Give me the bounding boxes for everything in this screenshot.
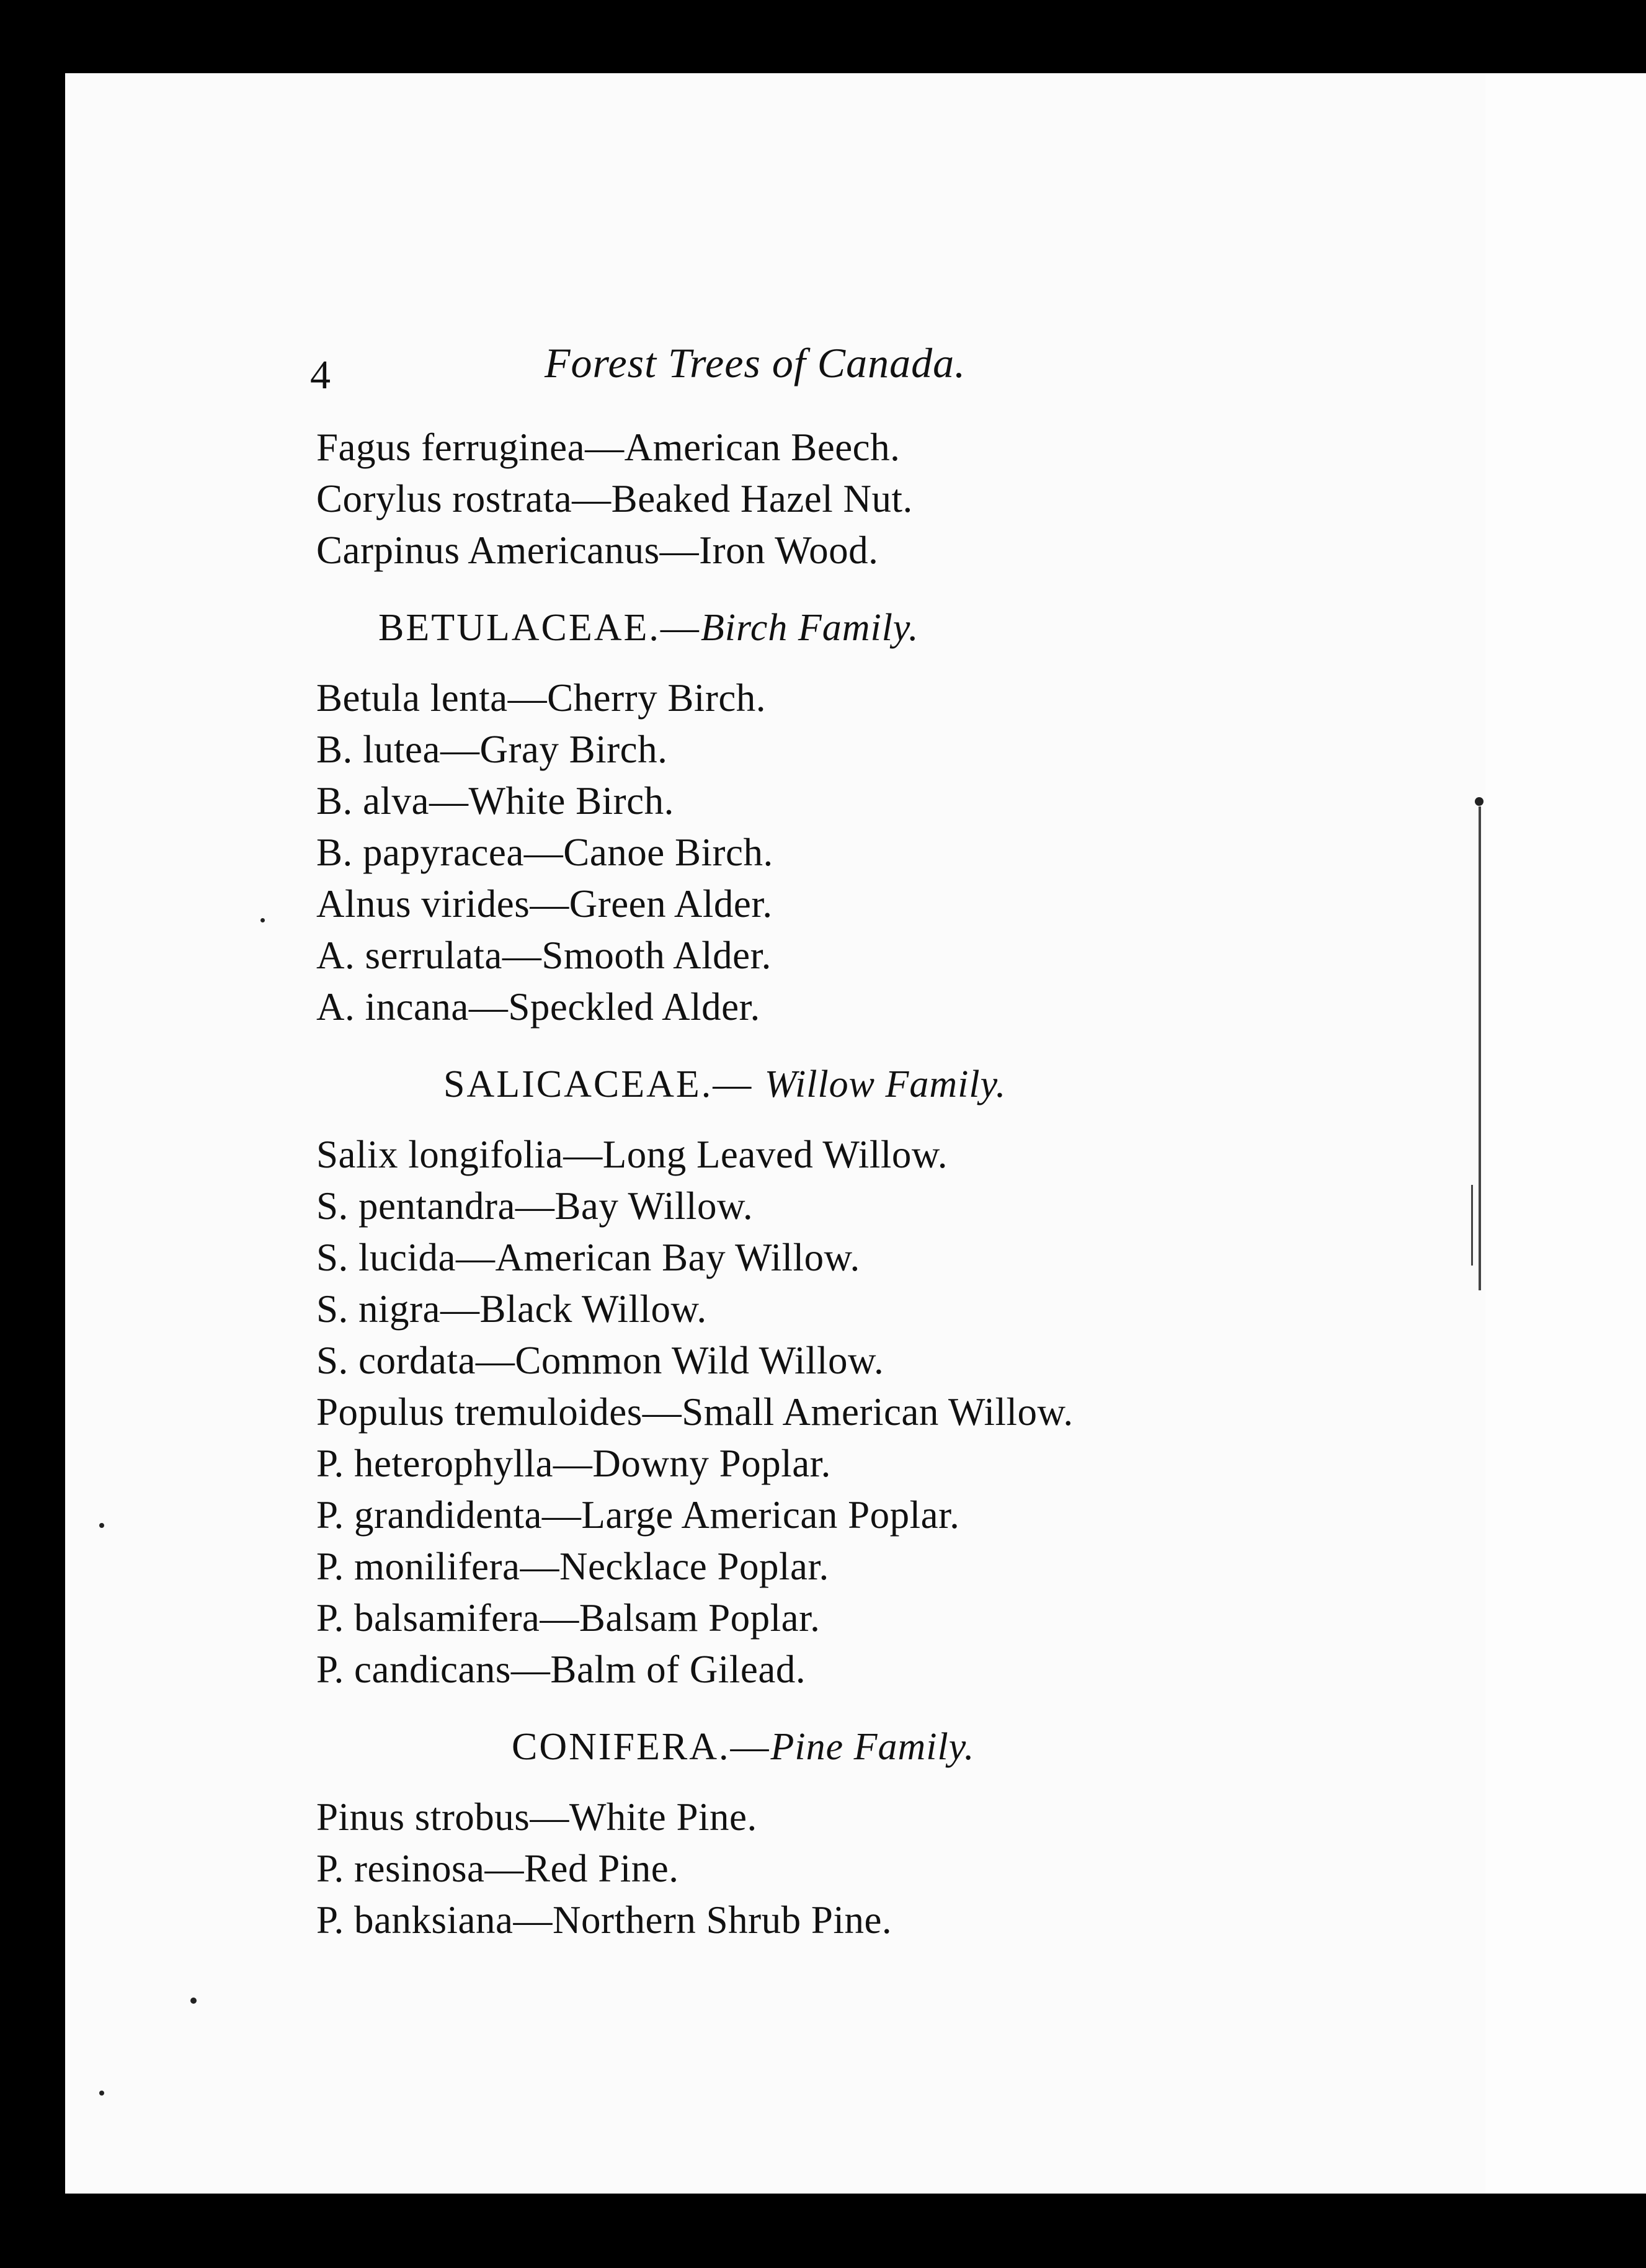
page-gutter	[1485, 73, 1646, 2194]
family-latin-name: SALICACEAE.—	[443, 1063, 765, 1105]
species-entry: P. candicans—Balm of Gilead.	[316, 1648, 806, 1691]
running-title: Forest Trees of Canada.	[545, 339, 966, 386]
speck	[190, 1998, 197, 2004]
species-entry: Corylus rostrata—Beaked Hazel Nut.	[316, 477, 913, 520]
family-section	[316, 1721, 1495, 1946]
species-entry: A. incana—Speckled Alder.	[316, 985, 760, 1029]
intro-entries	[316, 422, 1495, 576]
page-header	[310, 338, 1364, 406]
family-latin-name: CONIFERA.—	[512, 1726, 771, 1768]
species-entry: Pinus strobus—White Pine.	[316, 1795, 757, 1839]
family-common-name: Pine Family.	[770, 1726, 975, 1768]
species-entry: S. cordata—Common Wild Willow.	[316, 1339, 884, 1382]
speck	[260, 918, 265, 922]
speck	[99, 1523, 104, 1528]
species-entry: P. resinosa—Red Pine.	[316, 1847, 679, 1890]
species-entry: P. heterophylla—Downy Poplar.	[316, 1442, 831, 1485]
species-entry: B. papyracea—Canoe Birch.	[316, 831, 773, 874]
species-entry: Alnus virides—Green Alder.	[316, 882, 773, 926]
family-section	[316, 1059, 1495, 1695]
family-heading	[316, 1721, 1495, 1773]
family-heading	[316, 1059, 1495, 1110]
family-sections	[316, 602, 1495, 1946]
family-latin-name: BETULACEAE.—	[378, 607, 701, 649]
species-entry: S. pentandra—Bay Willow.	[316, 1184, 754, 1228]
species-entry: Salix longifolia—Long Leaved Willow.	[316, 1133, 948, 1176]
species-entry: Betula lenta—Cherry Birch.	[316, 676, 767, 720]
speck	[99, 2091, 104, 2096]
species-entry: P. banksiana—Northern Shrub Pine.	[316, 1898, 892, 1942]
species-entry: B. lutea—Gray Birch.	[316, 728, 668, 771]
species-entry: Populus tremuloides—Small American Willow.	[316, 1390, 1074, 1434]
family-common-name: Birch Family.	[700, 607, 919, 649]
species-entry: Fagus ferruginea—American Beech.	[316, 426, 901, 469]
species-entry: Carpinus Americanus—Iron Wood.	[316, 529, 879, 572]
family-section	[316, 602, 1495, 1033]
family-heading	[316, 602, 1495, 654]
species-entry: P. monilifera—Necklace Poplar.	[316, 1545, 829, 1588]
species-entry: S. lucida—American Bay Willow.	[316, 1236, 860, 1279]
species-entry: P. grandidenta—Large American Poplar.	[316, 1493, 960, 1537]
species-entry: S. nigra—Black Willow.	[316, 1287, 707, 1331]
species-entry: P. balsamifera—Balsam Poplar.	[316, 1596, 821, 1640]
species-entry: B. alva—White Birch.	[316, 779, 674, 823]
species-list	[316, 422, 1495, 1946]
species-entry: A. serrulata—Smooth Alder.	[316, 934, 772, 977]
page-number: 4	[310, 352, 331, 398]
family-common-name: Willow Family.	[764, 1063, 1007, 1105]
